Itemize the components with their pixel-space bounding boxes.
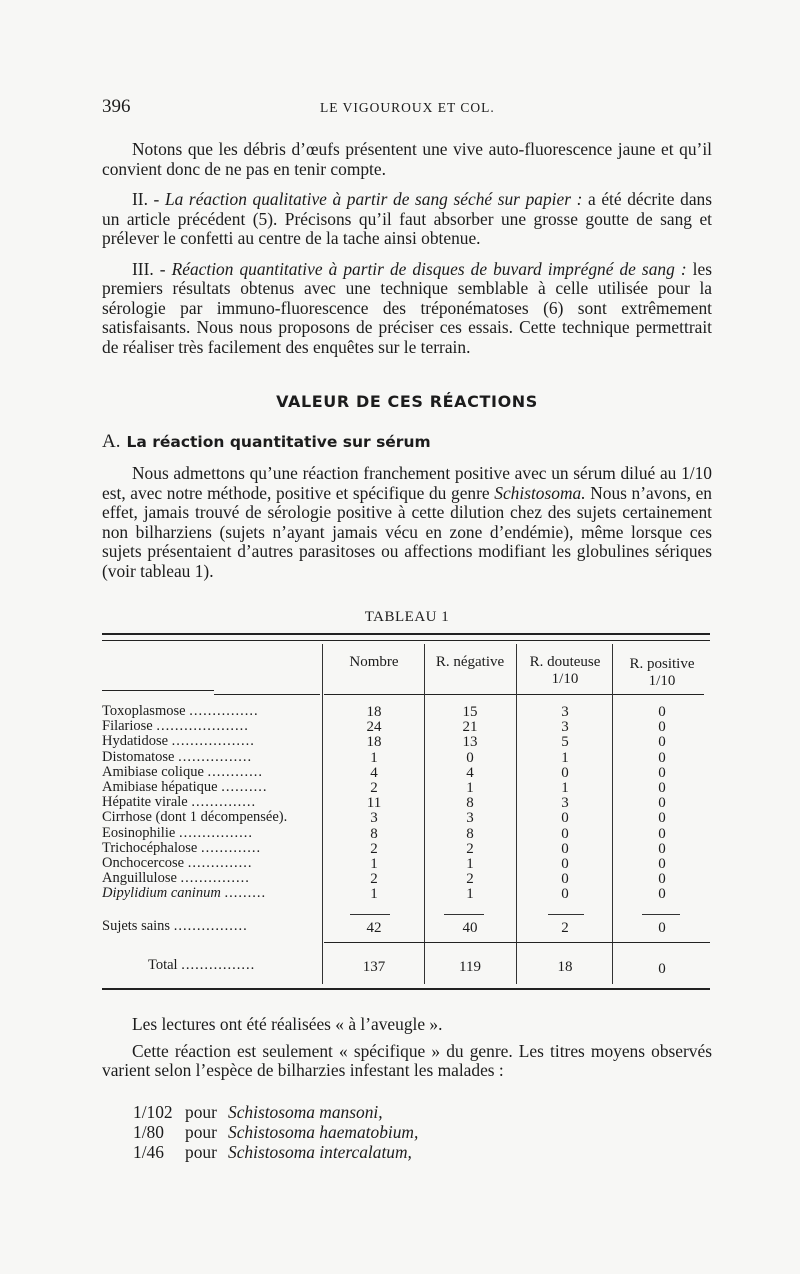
- after-table-text: [102, 1014, 712, 1080]
- cell-positive: 0: [658, 795, 666, 812]
- paragraph-text: a été décrite dans un article précédent (5). Précisons qu’il faut absorber une grosse goutte de sang et prélever le confetti au centre de la tache ainsi obtenue.: [102, 189, 712, 248]
- row-leader-dots: ....................: [156, 719, 249, 735]
- titer-value: 1/102: [133, 1102, 173, 1122]
- row-leader-dots: ..................: [171, 734, 255, 750]
- cell-nombre: 1: [370, 886, 378, 903]
- subsection-title: [102, 431, 712, 453]
- table-rule-top-inner: [102, 640, 710, 641]
- cell-negative: 1: [466, 886, 474, 903]
- cell-positive: 0: [658, 749, 666, 766]
- running-head: LE VIGOUROUX ET COL.: [320, 100, 495, 115]
- cell-sains-negative: 40: [462, 920, 478, 936]
- cell-nombre: 24: [366, 719, 382, 736]
- titer-line: [133, 1122, 418, 1142]
- titer-line: [133, 1102, 383, 1122]
- row-leader-dots: .............: [200, 840, 262, 856]
- table-row: [102, 826, 320, 841]
- cell-negative: 2: [466, 840, 474, 857]
- page-number: 396: [102, 96, 131, 117]
- row-label: Sujets sains: [102, 919, 171, 934]
- row-leader-dots: ................: [178, 749, 253, 765]
- table-row: [102, 750, 320, 765]
- table-row: [102, 765, 320, 780]
- paragraph-blind-reading: Les lectures ont été réalisées « à l’aveugle ».: [132, 1014, 443, 1034]
- titer-species: Schistosoma mansoni,: [228, 1102, 383, 1122]
- page-header: [102, 96, 712, 120]
- cell-nombre: 2: [370, 871, 378, 888]
- column-divider: [424, 644, 425, 984]
- table-row: [102, 704, 320, 719]
- row-label: Hydatidose: [102, 734, 169, 750]
- table-row: [102, 886, 320, 901]
- column-header-nombre: [326, 654, 422, 671]
- row-leader-dots: ..........: [221, 780, 268, 795]
- cell-nombre: 4: [370, 764, 378, 781]
- cell-douteuse: 0: [561, 886, 569, 903]
- row-leader-dots: ..............: [191, 795, 257, 811]
- sum-rule: [642, 914, 680, 915]
- cell-douteuse: 1: [561, 780, 569, 796]
- column-header-line: R. positive: [629, 656, 695, 672]
- column-header-line: Nombre: [349, 654, 399, 670]
- subsection-letter: A.: [102, 431, 121, 452]
- cell-negative: 0: [466, 749, 474, 766]
- paragraph-number: II. -: [132, 189, 165, 209]
- cell-negative: 1: [466, 856, 474, 872]
- cell-sains-nombre: 42: [366, 920, 382, 936]
- cell-positive: 0: [658, 856, 666, 872]
- column-header-line: R. négative: [435, 654, 505, 670]
- cell-sains-douteuse: 2: [561, 920, 569, 936]
- row-label: Amibiase hépatique: [102, 780, 218, 795]
- titer-value: 1/80: [133, 1122, 164, 1142]
- cell-douteuse: 5: [561, 734, 569, 751]
- cell-total-positive: 0: [658, 961, 666, 977]
- table-row-sains: [102, 919, 320, 934]
- table-rule-sains: [324, 942, 710, 943]
- column-header-negative: [426, 654, 514, 671]
- cell-douteuse: 0: [561, 856, 569, 872]
- column-divider: [322, 644, 323, 984]
- table-rule-header: [324, 694, 704, 695]
- row-leader-dots: ...............: [180, 871, 250, 887]
- titer-word: pour: [185, 1142, 217, 1162]
- row-label: Amibiase colique: [102, 764, 204, 780]
- cell-positive: 0: [658, 734, 666, 751]
- table-rule-top: [102, 633, 710, 635]
- titer-word: pour: [185, 1122, 217, 1142]
- cell-nombre: 18: [366, 704, 382, 720]
- paragraph-heading: La réaction qualitative à partir de sang séché sur papier :: [164, 189, 583, 209]
- cell-douteuse: 0: [561, 764, 569, 781]
- titer-word: pour: [185, 1102, 217, 1122]
- row-label: Total: [148, 958, 178, 973]
- cell-negative: 15: [462, 704, 478, 720]
- row-leader-dots: ................: [173, 919, 248, 934]
- cell-positive: 0: [658, 764, 666, 781]
- row-label: Hépatite virale: [102, 795, 188, 811]
- row-label: Filariose: [102, 719, 153, 735]
- cell-total-douteuse: 18: [557, 959, 573, 975]
- paragraph-text: Nous n’avons, en effet, jamais trouvé de sérologie positive à cette dilution chez des sujets certainement non bilharziens (sujets n’ayant jamais vécu en zone d’endémie), même lorsque ces sujets présentaient d’autres parasitoses ou affections modifiant les globulines sériques (voir tableau 1).: [102, 482, 712, 581]
- sum-rule: [350, 914, 390, 915]
- column-header-line: 1/10: [551, 671, 579, 687]
- cell-negative: 2: [466, 871, 474, 888]
- table-row: [102, 871, 320, 886]
- cell-douteuse: 0: [561, 825, 569, 842]
- row-label: Cirrhose (dont 1 décompensée).: [102, 810, 288, 826]
- row-label: Anguillulose: [102, 871, 177, 887]
- cell-douteuse: 0: [561, 810, 569, 827]
- titer-value: 1/46: [133, 1142, 164, 1162]
- paragraph-debris: Notons que les débris d’œufs présentent une vive auto-fluorescence jaune et qu’il convient donc de ne pas en tenir compte.: [102, 139, 712, 179]
- column-header-positive: [614, 656, 710, 690]
- cell-nombre: 3: [370, 810, 378, 827]
- paragraph-text: Nous admettons qu’une réaction franchement positive avec un sérum dilué au 1/10 est, avec notre méthode, positive et spécifique du genre: [102, 463, 712, 503]
- cell-total-negative: 119: [459, 959, 481, 975]
- genus-name: Schistosoma.: [494, 482, 586, 503]
- row-label: Eosinophilie: [102, 825, 176, 841]
- table-rule-header-left: [102, 690, 214, 691]
- table-row: [102, 795, 320, 810]
- cell-nombre: 8: [370, 825, 378, 842]
- cell-positive: 0: [658, 704, 666, 720]
- cell-positive: 0: [658, 886, 666, 903]
- paragraph-specificity: [102, 464, 712, 581]
- cell-negative: 1: [466, 780, 474, 796]
- cell-positive: 0: [658, 780, 666, 796]
- cell-douteuse: 1: [561, 749, 569, 766]
- body-text: [102, 464, 712, 581]
- row-leader-dots: ................: [181, 958, 256, 973]
- cell-douteuse: 0: [561, 840, 569, 857]
- cell-negative: 8: [466, 795, 474, 812]
- column-header-douteuse: [518, 654, 612, 688]
- cell-negative: 4: [466, 764, 474, 781]
- cell-negative: 21: [462, 719, 478, 736]
- cell-nombre: 11: [366, 795, 382, 812]
- section-title: VALEUR DE CES RÉACTIONS: [276, 392, 538, 411]
- table-row: [102, 856, 320, 871]
- cell-douteuse: 3: [561, 704, 569, 720]
- titer-species: Schistosoma intercalatum,: [228, 1142, 412, 1162]
- table-row: [102, 841, 320, 856]
- table-row-total: [102, 958, 320, 973]
- paragraph-quantitative-blotting: [102, 260, 712, 358]
- titer-line: [133, 1142, 412, 1162]
- paragraph-heading: Réaction quantitative à partir de disques de buvard imprégné de sang :: [171, 258, 687, 279]
- cell-positive: 0: [658, 871, 666, 888]
- cell-sains-positive: 0: [658, 920, 666, 936]
- row-leader-dots: .........: [224, 886, 267, 902]
- row-leader-dots: ................: [178, 825, 253, 841]
- column-header-line: R. douteuse: [529, 654, 601, 670]
- row-label: Onchocercose: [102, 856, 185, 871]
- table-rule-header-left2: [214, 694, 320, 695]
- row-leader-dots: ..............: [187, 856, 253, 871]
- table-row: [102, 719, 320, 734]
- results-table: [102, 632, 710, 994]
- cell-nombre: 18: [366, 734, 382, 751]
- intro-text: [102, 140, 712, 357]
- sum-rule: [548, 914, 584, 915]
- cell-nombre: 1: [370, 856, 378, 872]
- cell-positive: 0: [658, 810, 666, 827]
- sum-rule: [444, 914, 484, 915]
- row-leader-dots: ...............: [189, 704, 259, 719]
- cell-nombre: 2: [370, 780, 378, 796]
- column-header-line: 1/10: [648, 673, 676, 689]
- column-divider: [612, 644, 613, 984]
- paragraph-qualitative: [102, 190, 712, 249]
- cell-total-nombre: 137: [362, 959, 386, 975]
- cell-negative: 3: [466, 810, 474, 827]
- row-leader-dots: ............: [207, 764, 264, 780]
- cell-positive: 0: [658, 840, 666, 857]
- table-row: [102, 734, 320, 749]
- cell-negative: 13: [462, 734, 478, 751]
- cell-positive: 0: [658, 719, 666, 736]
- row-label: Dipylidium caninum: [102, 886, 221, 902]
- cell-nombre: 1: [370, 749, 378, 766]
- column-divider: [516, 644, 517, 984]
- subsection-heading: La réaction quantitative sur sérum: [126, 433, 431, 451]
- table-rule-bottom: [102, 988, 710, 990]
- table-caption: TABLEAU 1: [364, 609, 450, 625]
- cell-douteuse: 0: [561, 871, 569, 888]
- table-row: [102, 780, 320, 795]
- paragraph-text: les premiers résultats obtenus avec une technique semblable à celle utilisée pour la sérologie par immuno-fluorescence des tréponématoses (6) sont extrêmement satisfaisants. Nous nous proposons de préciser ces essais. Cette technique permettrait de réaliser très facilement des enquêtes sur le terrain.: [102, 258, 712, 357]
- cell-nombre: 2: [370, 840, 378, 857]
- cell-positive: 0: [658, 825, 666, 842]
- table-row: [102, 810, 320, 825]
- titer-species: Schistosoma haematobium,: [228, 1122, 419, 1142]
- row-label: Toxoplasmose: [102, 704, 186, 719]
- paragraph-genus-specific: Cette réaction est seulement « spécifique » du genre. Les titres moyens observés varient selon l’espèce de bilharzies infestant les malades :: [102, 1041, 712, 1080]
- cell-negative: 8: [466, 825, 474, 842]
- cell-douteuse: 3: [561, 719, 569, 736]
- row-label: Distomatose: [102, 749, 175, 765]
- paragraph-number: III. -: [132, 258, 172, 279]
- cell-douteuse: 3: [561, 795, 569, 812]
- row-label: Trichocéphalose: [102, 840, 198, 856]
